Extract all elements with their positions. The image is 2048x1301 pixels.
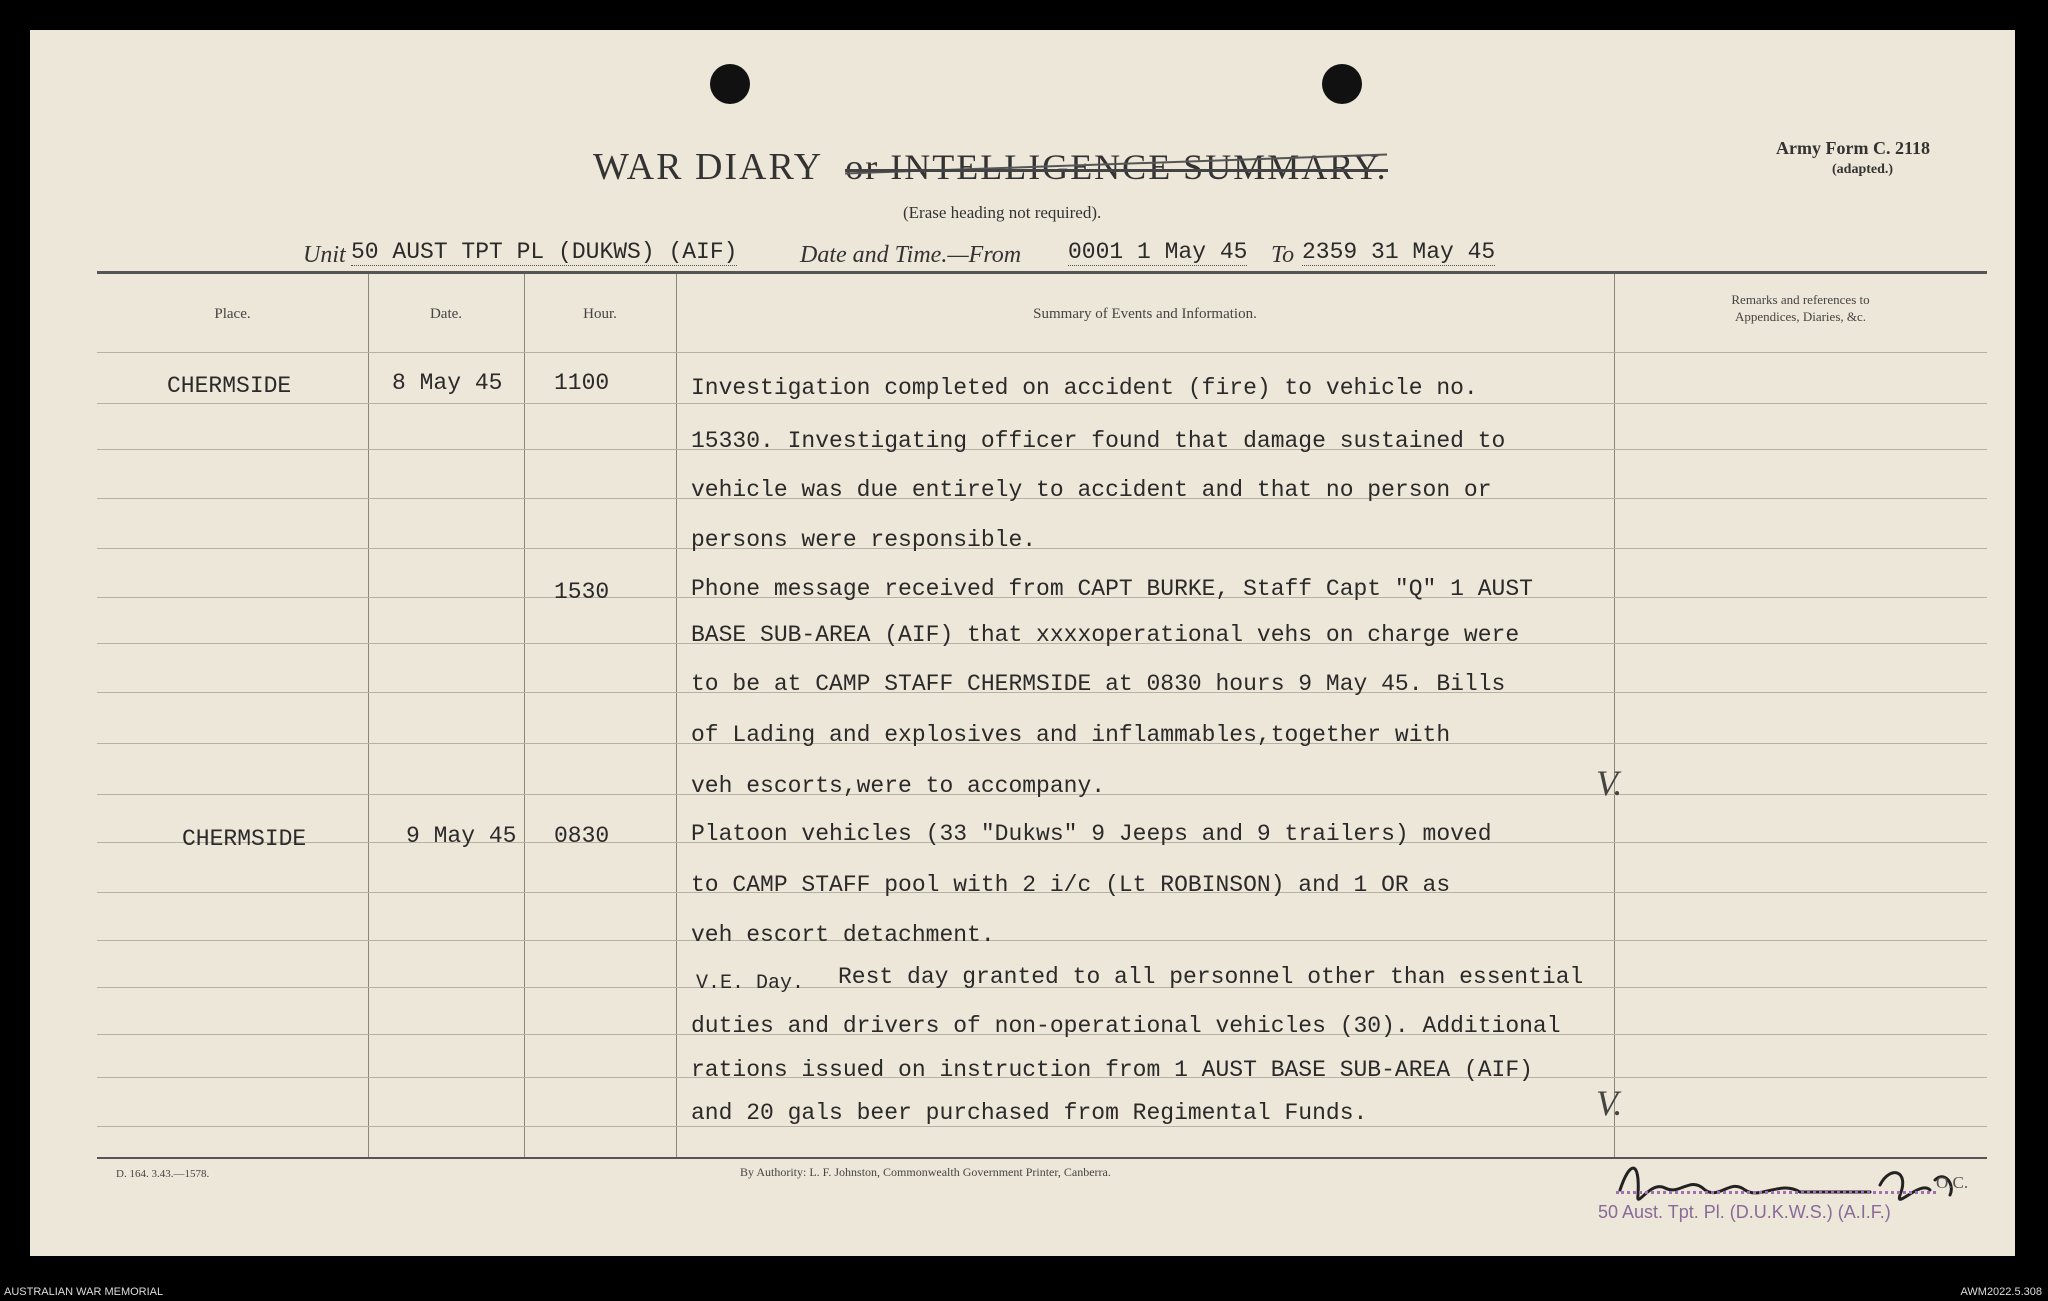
entry-hour: 1100 <box>554 370 610 396</box>
archive-reference: AWM2022.5.308 <box>1960 1286 2042 1298</box>
header-place: Place. <box>214 306 251 322</box>
title-struck: or INTELLIGENCE SUMMARY. <box>845 147 1388 187</box>
stamp-dotted-line <box>1616 1191 1936 1194</box>
summary-line: veh escort detachment. <box>691 922 995 948</box>
summary-line: vehicle was due entirely to accident and that no person or <box>691 477 1492 503</box>
title-main: WAR DIARY <box>593 146 822 188</box>
summary-line: Rest day granted to all personnel other than essential <box>838 964 1584 990</box>
remarks-check-mark: V. <box>1596 1083 1623 1123</box>
oc-label: O.C. <box>1936 1173 1969 1192</box>
summary-line: to CAMP STAFF pool with 2 i/c (Lt ROBINSON) and 1 OR as <box>691 872 1451 898</box>
form-name: Army Form C. 2118 <box>1776 138 1930 158</box>
ruled-line <box>97 548 1987 549</box>
summary-line: Investigation completed on accident (fire) to vehicle no. <box>691 375 1478 401</box>
entry-date: 9 May 45 <box>406 823 517 849</box>
summary-line: BASE SUB-AREA (AIF) that xxxxoperational vehs on charge were <box>691 622 1520 648</box>
col-divider-remarks <box>1614 274 1615 1158</box>
form-note: (adapted.) <box>1832 162 1894 177</box>
header-remarks-1: Remarks and references to <box>1731 292 1870 307</box>
summary-line: rations issued on instruction from 1 AUST BASE SUB-AREA (AIF) <box>691 1057 1533 1083</box>
date-time-label: Date and Time.—From <box>800 242 1022 268</box>
entry-hour: 1530 <box>554 579 610 605</box>
diary-sheet <box>30 30 2015 1256</box>
summary-line: persons were responsible. <box>691 527 1037 553</box>
erase-note: (Erase heading not required). <box>903 203 1102 222</box>
printer-authority: By Authority: L. F. Johnston, Commonwealth Government Printer, Canberra. <box>740 1165 1111 1179</box>
summary-line: duties and drivers of non-operational vehicles (30). Additional <box>691 1013 1561 1039</box>
entry-place: CHERMSIDE <box>182 826 307 852</box>
unit-label: Unit <box>303 242 346 268</box>
page-title <box>593 145 1388 189</box>
table-top-rule <box>97 271 1987 274</box>
ruled-line <box>97 1126 1987 1127</box>
unit-value: 50 AUST TPT PL (DUKWS) (AIF) <box>351 239 738 265</box>
summary-line: to be at CAMP STAFF CHERMSIDE at 0830 hours 9 May 45. Bills <box>691 671 1506 697</box>
punch-hole-left <box>710 64 750 104</box>
summary-line: Phone message received from CAPT BURKE, Staff Capt "Q" 1 AUST <box>691 576 1533 602</box>
col-divider-date <box>524 274 525 1158</box>
form-code: D. 164. 3.43.—1578. <box>116 1168 210 1180</box>
entry-date: 8 May 45 <box>392 370 503 396</box>
entry-hour: 0830 <box>554 823 610 849</box>
ve-day-note: V.E. Day. <box>696 972 805 995</box>
summary-line: of Lading and explosives and inflammables,together with <box>691 722 1451 748</box>
ruled-line <box>97 352 1987 353</box>
unit-stamp: 50 Aust. Tpt. Pl. (D.U.K.W.S.) (A.I.F.) <box>1598 1202 1891 1222</box>
header-remarks-2: Appendices, Diaries, &c. <box>1734 309 1867 324</box>
col-divider-hour <box>676 274 677 1158</box>
archive-credit: AUSTRALIAN WAR MEMORIAL <box>4 1286 164 1298</box>
col-divider-place <box>368 274 369 1158</box>
to-label: To <box>1271 242 1295 268</box>
header-hour: Hour. <box>583 306 617 322</box>
ruled-line <box>97 940 1987 941</box>
header-summary: Summary of Events and Information. <box>1033 306 1257 322</box>
ruled-line <box>97 403 1987 404</box>
punch-hole-right <box>1322 64 1362 104</box>
header-date: Date. <box>429 306 463 322</box>
to-value: 2359 31 May 45 <box>1302 239 1496 265</box>
entry-place: CHERMSIDE <box>167 373 292 399</box>
remarks-check-mark: V. <box>1596 763 1623 803</box>
summary-line: Platoon vehicles (33 "Dukws" 9 Jeeps and 9 trailers) moved <box>691 821 1492 847</box>
summary-line: and 20 gals beer purchased from Regimental Funds. <box>691 1100 1368 1126</box>
summary-line: veh escorts,were to accompany. <box>691 773 1106 799</box>
from-value: 0001 1 May 45 <box>1068 239 1248 265</box>
summary-line: 15330. Investigating officer found that damage sustained to <box>691 428 1506 454</box>
